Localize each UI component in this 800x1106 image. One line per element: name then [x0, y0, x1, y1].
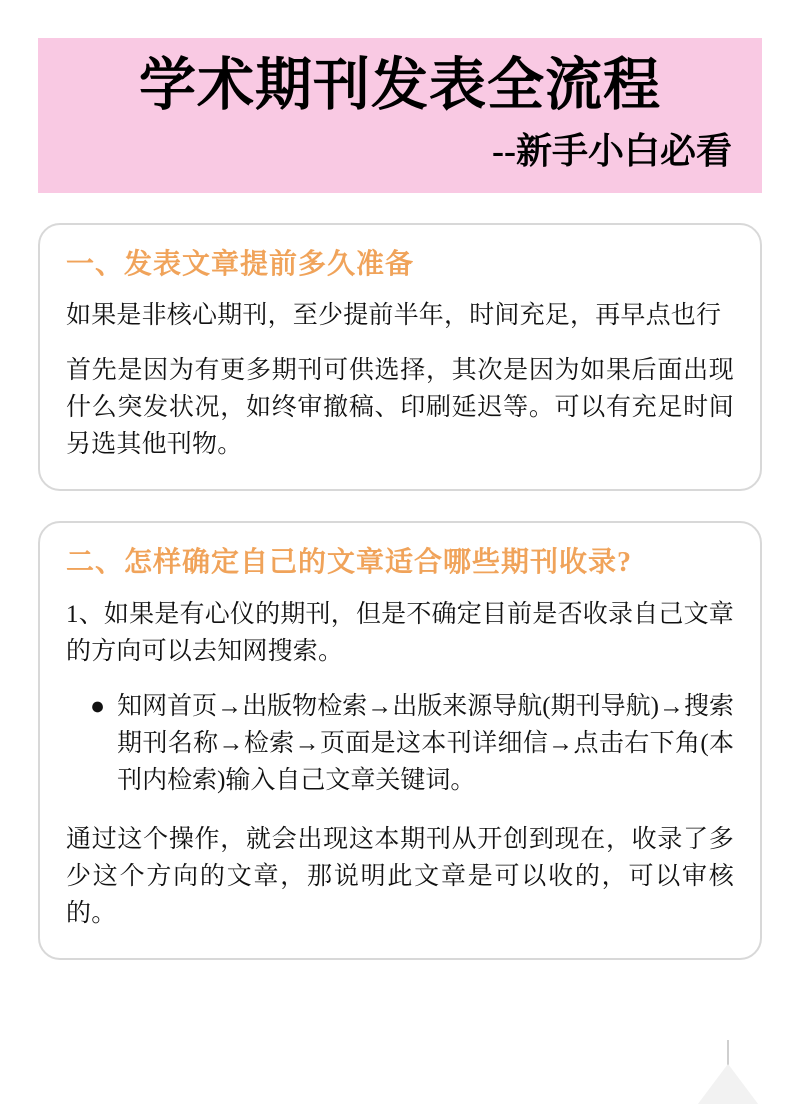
- section-2-heading: 二、怎样确定自己的文章适合哪些期刊收录?: [66, 547, 633, 579]
- bullet-dot-icon: ●: [90, 692, 106, 720]
- section-2-paragraph-after: 通过这个操作，就会出现这本期刊从开创到现在，收录了多少这个方向的文章，那说明此文章是可以收的，可以审核的。: [66, 825, 734, 927]
- section-2-bullet-text: 知网首页→出版物检索→出版来源导航(期刊导航)→搜索期刊名称→检索→页面是这本刊详细信→点击右下角(本刊内检索)输入自己文章关键词。: [117, 692, 734, 794]
- title-banner: [38, 38, 762, 193]
- page-title: 学术期刊发表全流程: [139, 54, 661, 117]
- page-subtitle: --新手小白必看: [492, 130, 732, 171]
- lamp-cord: [727, 1040, 729, 1066]
- document-page: [0, 38, 800, 1106]
- section-1-paragraph-2: 首先是因为有更多期刊可供选择，其次是因为如果后面出现什么突发状况，如终审撤稿、印刷延迟等。可以有充足时间另选其他刊物。: [66, 357, 734, 459]
- section-card-2: [38, 521, 762, 959]
- hanging-lamp-icon: [690, 1040, 764, 1106]
- list-item: [66, 688, 734, 799]
- section-1-heading: 一、发表文章提前多久准备: [66, 249, 415, 281]
- section-card-1: [38, 223, 762, 491]
- lamp-shade: [698, 1064, 758, 1104]
- section-1-paragraph-1: 如果是非核心期刊，至少提前半年，时间充足，再早点也行: [66, 302, 722, 330]
- lamp-shade-outline: [698, 1064, 758, 1104]
- section-2-paragraph-before: 1、如果是有心仪的期刊，但是不确定目前是否收录自己文章的方向可以去知网搜索。: [66, 600, 734, 665]
